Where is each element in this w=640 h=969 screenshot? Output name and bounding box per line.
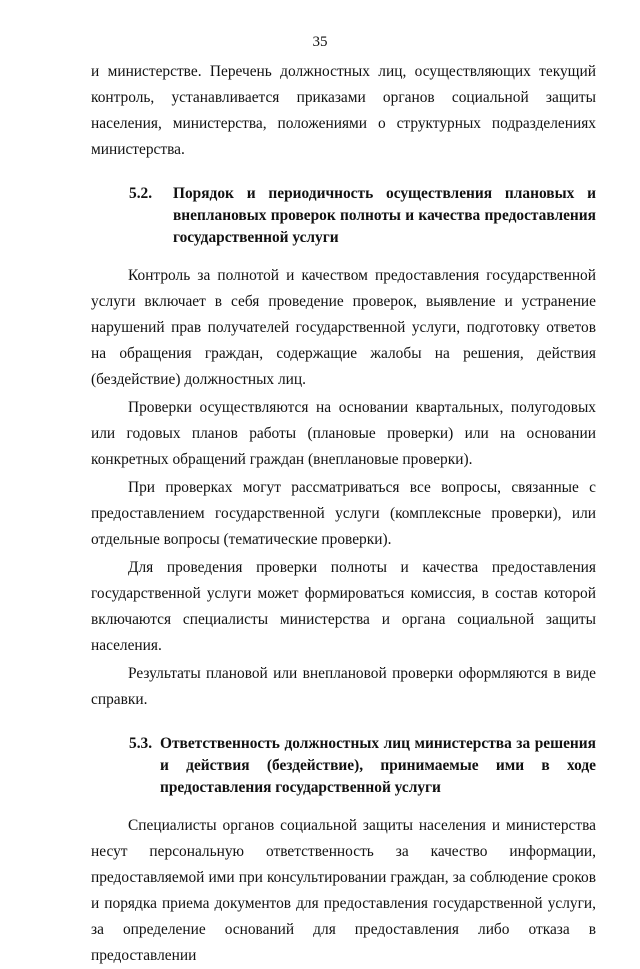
- paragraph: Для проведения проверки полноты и качества предоставления государственной услуги может формироваться комиссия, в состав которой включаются специалисты министерства и органа социальной защиты населения.: [91, 559, 596, 654]
- paragraph: Специалисты органов социальной защиты населения и министерства несут персональную ответственность за качество информации, предоставляемой ими при консультировании граждан, за соблюдение сроков и порядка приема документов для предоставления государственной услуги, за определение оснований для предоставления либо отказа в предоставлении: [91, 817, 596, 964]
- section-number: 5.3.: [129, 735, 153, 752]
- paragraph: При проверках могут рассматриваться все вопросы, связанные с предоставлением государственной услуги (комплексные проверки), или отдельные вопросы (тематические проверки).: [91, 479, 596, 548]
- paragraph: Результаты плановой или внеплановой проверки оформляются в виде справки.: [91, 665, 596, 708]
- paragraph: Контроль за полнотой и качеством предоставления государственной услуги включает в себя проведение проверок, выявление и устранение нарушений прав получателей государственной услуги, подготовку ответов на обращения граждан, содержащие жалобы на решения, действия (бездействие) должностных лиц.: [91, 267, 596, 388]
- page-number: 35: [312, 34, 328, 50]
- paragraph: Проверки осуществляются на основании квартальных, полугодовых или годовых планов работы (плановые проверки) или на основании конкретных обращений граждан (внеплановые проверки).: [91, 399, 596, 468]
- section-number: 5.2.: [129, 185, 153, 202]
- section-heading-5-3: [129, 733, 596, 799]
- section-title: Порядок и периодичность осуществления плановых и внеплановых проверок полноты и качества предоставления государственной услуги: [173, 185, 596, 246]
- section-heading-5-2: [129, 183, 596, 249]
- intro-paragraph: и министерстве. Перечень должностных лиц, осуществляющих текущий контроль, устанавливается приказами органов социальной защиты населения, министерства, положениями о структурных подразделениях министерства.: [91, 63, 596, 158]
- document-body: [91, 59, 596, 969]
- section-title: Ответственность должностных лиц министерства за решения и действия (бездействие), принимаемые ими в ходе предоставления государственной услуги: [160, 735, 596, 796]
